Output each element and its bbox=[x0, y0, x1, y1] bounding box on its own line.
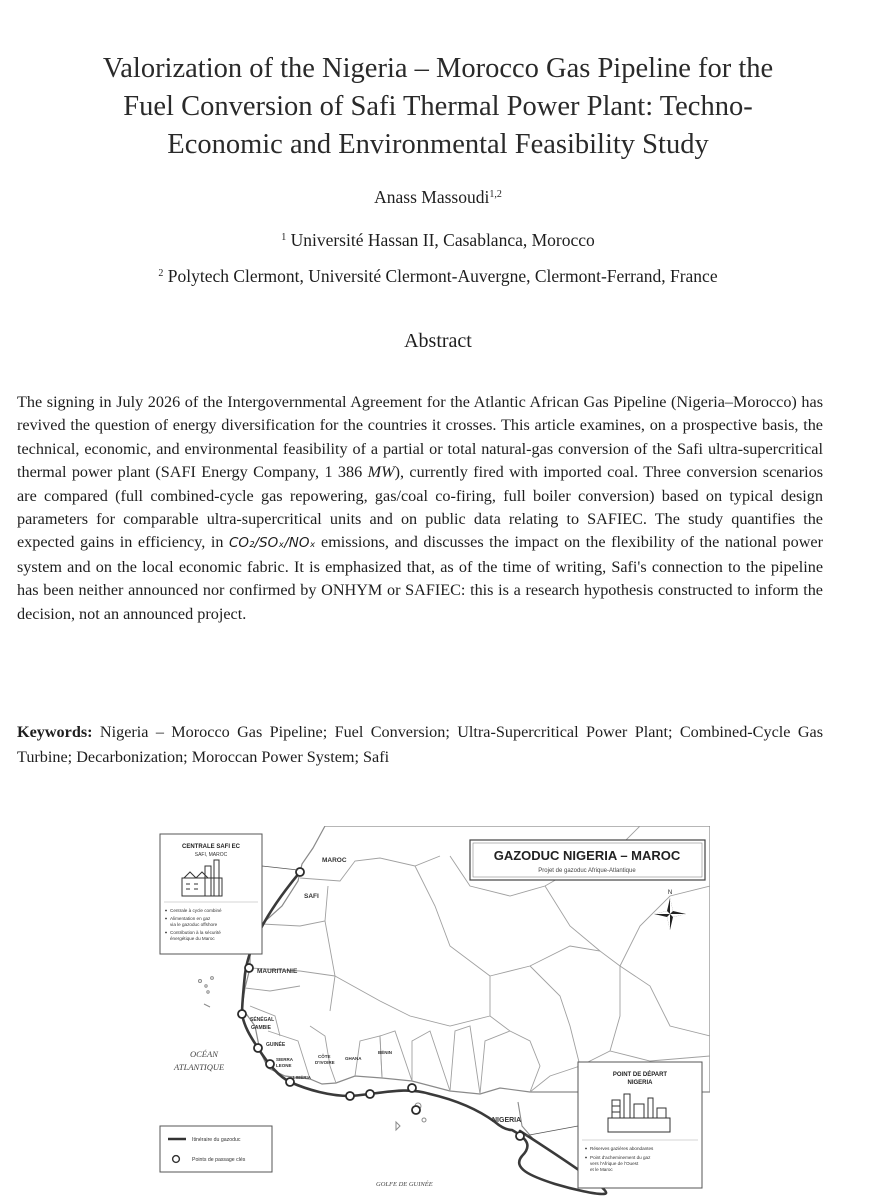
author-line bbox=[0, 187, 876, 208]
safi-bullet: Alimentation en gaz bbox=[170, 916, 211, 921]
safi-info-box bbox=[160, 834, 262, 954]
nigeria-bullet: Réserves gazières abondantes bbox=[590, 1146, 654, 1151]
label-cote-1: CÔTE bbox=[318, 1054, 331, 1059]
nigeria-box-subtitle: NIGERIA bbox=[627, 1080, 653, 1086]
map-legend bbox=[160, 1126, 272, 1172]
label-cote-2: D'IVOIRE bbox=[315, 1060, 335, 1065]
abstract-formula: CO₂/SOₓ/NOₓ bbox=[229, 535, 316, 552]
safi-bullet: énergétique du Maroc bbox=[170, 936, 215, 941]
label-sierra-1: SIERRA bbox=[276, 1057, 294, 1062]
legend-point-swatch bbox=[173, 1156, 180, 1163]
map-subtitle: Projet de gazoduc Afrique-Atlantique bbox=[538, 868, 636, 874]
abstract-text: emissions, and discusses the impact on the flexibility of the national power system and on the local economic fabric. It is emphasized that, as of the time of writing, Safi's connection to the pipeline has been neither announced nor confirmed by ONHYM or SAFIEC: this is a research hypothesis constructed to inform the decision, not an announced project. bbox=[17, 533, 824, 623]
nigeria-bullet: et le Maroc bbox=[590, 1167, 613, 1172]
waypoint-ghana bbox=[366, 1090, 374, 1098]
affiliation-mark: 1 bbox=[281, 232, 287, 243]
label-golfe: GOLFE DE GUINÉE bbox=[376, 1181, 433, 1188]
title-line: Valorization of the Nigeria – Morocco Gas Pipeline for the bbox=[102, 53, 774, 84]
keywords-label: Keywords: bbox=[17, 723, 93, 741]
label-benin: BÉNIN bbox=[378, 1050, 393, 1055]
title-line: Economic and Environmental Feasibility Study bbox=[167, 129, 709, 160]
label-ghana: GHANA bbox=[345, 1056, 362, 1061]
author-name: Anass Massoudi bbox=[374, 187, 490, 207]
map-title: GAZODUC NIGERIA – MAROC bbox=[493, 848, 681, 863]
label-sierra-2: LEONE bbox=[276, 1063, 292, 1068]
affiliation-text: Université Hassan II, Casablanca, Morocco bbox=[290, 230, 595, 250]
waypoint-cote-divoire bbox=[346, 1092, 354, 1100]
abstract-text: The signing in July 2026 of the Intergovernmental Agreement for the Atlantic African Gas Pipeline (Nigeria–Morocco) has revived the question of energy diversification for the countries it crosses. This article examines, on a prospective basis, the technical, economic, and environmental feasibility of a partial or total natural-gas conversion of the Safi ultra-supercritical thermal power plant (SAFI Energy Company, 1 386 bbox=[17, 393, 823, 482]
waypoint-guinee bbox=[254, 1044, 262, 1052]
nigeria-bullet: vers l'Afrique de l'Ouest bbox=[590, 1161, 639, 1166]
label-senegal: SÉNÉGAL bbox=[250, 1017, 275, 1023]
label-liberia: LIBÉRIA bbox=[293, 1075, 311, 1080]
nigeria-box-connector bbox=[524, 1126, 578, 1136]
waypoint-mauritanie bbox=[245, 964, 253, 972]
nigeria-info-box bbox=[578, 1062, 702, 1188]
waypoint-nigeria bbox=[516, 1132, 524, 1140]
nigeria-bullet: Point d'acheminement du gaz bbox=[590, 1155, 651, 1160]
abstract-unit: MW bbox=[367, 463, 395, 482]
paper-title bbox=[30, 50, 846, 164]
abstract-heading: Abstract bbox=[404, 330, 472, 352]
affiliation-2 bbox=[0, 266, 876, 287]
keywords bbox=[17, 720, 823, 770]
label-maroc: MAROC bbox=[322, 857, 347, 864]
safi-bullet: Contribution à la sécurité bbox=[170, 930, 221, 935]
label-mauritanie: MAURITANIE bbox=[257, 968, 298, 975]
map-title-box bbox=[470, 840, 705, 880]
pipeline-map-graphic bbox=[150, 826, 710, 1200]
affiliation-1 bbox=[0, 230, 876, 251]
waypoint-nigeria-coast bbox=[412, 1106, 420, 1114]
waypoint-benin bbox=[408, 1084, 416, 1092]
author-affiliation-marks: 1,2 bbox=[489, 189, 502, 200]
safi-bullet: Centrale à cycle combiné bbox=[170, 908, 222, 913]
abstract-text: ), currently fired with imported coal. Three conversion scenarios are compared (full combined-cycle gas repowering, gas/coal co-firing, full boiler conversion) based on typical design parameters for comparable ultra-supercritical units and on public data relating to SAFIEC. The study quantifies the expected gains in efficiency, in bbox=[17, 463, 823, 552]
pipeline-map bbox=[150, 826, 710, 1200]
label-safi: SAFI bbox=[304, 893, 319, 900]
safi-box-connector bbox=[262, 866, 298, 870]
safi-box-subtitle: SAFI, MAROC bbox=[194, 852, 228, 858]
safi-box-bullets bbox=[165, 908, 222, 941]
label-gambie: GAMBIE bbox=[251, 1025, 271, 1031]
keywords-text: Nigeria – Morocco Gas Pipeline; Fuel Conversion; Ultra-Supercritical Power Plant; Combined-Cycle Gas Turbine; Decarbonization; Moroccan Power System; Safi bbox=[17, 723, 823, 766]
safi-box-title: CENTRALE SAFI EC bbox=[181, 844, 241, 850]
abstract-body bbox=[17, 391, 823, 626]
title-line: Fuel Conversion of Safi Thermal Power Plant: Techno- bbox=[123, 91, 753, 122]
label-ocean-2: ATLANTIQUE bbox=[174, 1062, 225, 1072]
nigeria-box-title: POINT DE DÉPART bbox=[612, 1072, 668, 1078]
compass-north-label: N bbox=[667, 890, 673, 896]
safi-bullet: via le gazoduc offshore bbox=[170, 922, 218, 927]
waypoint-sierra-leone bbox=[266, 1060, 274, 1068]
affiliation-text: Polytech Clermont, Université Clermont-Auvergne, Clermont-Ferrand, France bbox=[167, 266, 718, 286]
label-nigeria: NIGERIA bbox=[492, 1117, 522, 1124]
legend-route-label: Itinéraire du gazoduc bbox=[192, 1137, 241, 1143]
label-ocean-1: OCÉAN bbox=[190, 1049, 218, 1059]
waypoint-senegal bbox=[238, 1010, 246, 1018]
label-guinee: GUINÉE bbox=[266, 1042, 286, 1048]
waypoint-safi bbox=[296, 868, 304, 876]
affiliation-mark: 2 bbox=[158, 268, 164, 279]
legend-points-label: Points de passage clés bbox=[192, 1157, 246, 1163]
